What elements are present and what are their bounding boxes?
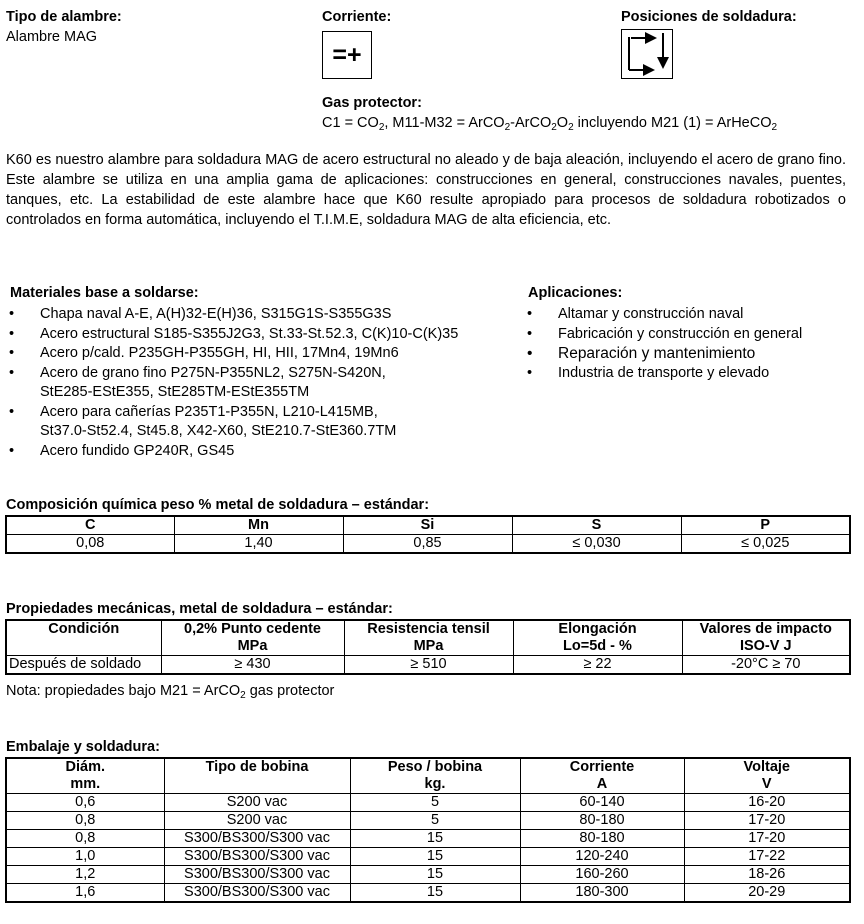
- table-cell: 1,2: [6, 866, 164, 884]
- column-header: [161, 620, 344, 656]
- mechanical-table: [5, 619, 851, 675]
- table-cell: 17-20: [684, 812, 850, 830]
- column-header: P: [681, 516, 850, 535]
- applications-title: Aplicaciones:: [528, 285, 623, 301]
- note-text: Nota: propiedades bajo M21 = ArCO: [6, 683, 241, 699]
- table-cell: 180-300: [520, 884, 684, 903]
- table-cell: 17-20: [684, 830, 850, 848]
- welding-positions-icon: [621, 29, 673, 79]
- table-cell: 60-140: [520, 794, 684, 812]
- chemical-table: [5, 515, 851, 554]
- table-row: [6, 656, 850, 675]
- table-cell: 80-180: [520, 812, 684, 830]
- table-cell: 160-260: [520, 866, 684, 884]
- column-header: Mn: [174, 516, 343, 535]
- header-line: Diám.: [65, 759, 105, 775]
- table-cell: 15: [350, 884, 520, 903]
- list-item-line: St37.0-St52.4, St45.8, X42-X60, StE210.7-StE360.7TM: [40, 423, 397, 439]
- table-row: [6, 884, 850, 903]
- gas-sub: 2: [551, 122, 557, 133]
- table-cell: 0,8: [6, 812, 164, 830]
- table-cell: 0,6: [6, 794, 164, 812]
- column-header: [164, 758, 350, 794]
- table-cell: S300/BS300/S300 vac: [164, 884, 350, 903]
- table-cell: Después de soldado: [6, 656, 161, 675]
- current-symbol: =+: [332, 41, 362, 69]
- table-row: [6, 535, 850, 554]
- header-line: V: [761, 776, 772, 792]
- header-line: 0,2% Punto cedente: [184, 621, 321, 637]
- all-positions-icon: [622, 30, 672, 78]
- table-row: [6, 848, 850, 866]
- mechanical-note: [6, 683, 334, 701]
- table-cell: S300/BS300/S300 vac: [164, 848, 350, 866]
- gas-c1: C1 = CO: [322, 115, 379, 131]
- list-item: • Acero fundido GP240R, GS45: [6, 442, 516, 462]
- table-cell: 0,85: [343, 535, 512, 554]
- chemical-title: Composición química peso % metal de soldadura – estándar:: [6, 497, 430, 513]
- header-line: A: [596, 776, 608, 792]
- table-cell: S200 vac: [164, 812, 350, 830]
- column-header: [6, 758, 164, 794]
- table-cell: 80-180: [520, 830, 684, 848]
- list-item-line: Acero para cañerías P235T1-P355N, L210-L415MB,: [40, 403, 378, 420]
- column-header: [6, 620, 161, 656]
- gas-m: incluyendo M21 (1) = ArHeCO: [573, 115, 772, 131]
- header-line: Lo=5d - %: [563, 638, 632, 654]
- packaging-title: Embalaje y soldadura:: [6, 739, 160, 755]
- table-cell: 5: [350, 794, 520, 812]
- table-cell: 1,40: [174, 535, 343, 554]
- intro-paragraph: K60 es nuestro alambre para soldadura MAG de acero estructural no aleado y de baja aleación, incluyendo el acero de grano fino. Este alambre se utiliza en una amplia gama de aplicaciones: construcciones en general, construcciones navales, puentes, tanques, etc. La estabilidad de este alambre hace que K60 resulte apropiado para procesos de soldadura robotizados o controlados en forma automática, incluyendo el T.I.M.E, soldadura MAG de alta eficiencia, etc.: [6, 152, 846, 228]
- table-cell: 15: [350, 866, 520, 884]
- list-item-line: StE285-EStE355, StE285TM-EStE355TM: [40, 384, 310, 400]
- table-header-row: [6, 620, 850, 656]
- positions-title: Posiciones de soldadura:: [621, 9, 797, 25]
- table-cell: 120-240: [520, 848, 684, 866]
- table-cell: 18-26: [684, 866, 850, 884]
- gas-m: , M11-M32 = ArCO: [384, 115, 505, 131]
- table-cell: ≥ 510: [344, 656, 513, 675]
- current-title: Corriente:: [322, 9, 392, 25]
- header-line: Corriente: [569, 759, 635, 775]
- table-cell: ≤ 0,030: [512, 535, 681, 554]
- table-cell: ≥ 22: [513, 656, 682, 675]
- wire-type-value: Alambre MAG: [6, 29, 98, 45]
- table-cell: S300/BS300/S300 vac: [164, 866, 350, 884]
- table-cell: 15: [350, 830, 520, 848]
- note-text: gas protector: [245, 683, 335, 699]
- table-row: [6, 866, 850, 884]
- table-row: [6, 812, 850, 830]
- header-line: ISO-V J: [739, 638, 792, 654]
- header-line: Voltaje: [743, 759, 790, 775]
- header-line: Resistencia tensil: [367, 621, 490, 637]
- column-header: Si: [343, 516, 512, 535]
- table-header-row: [6, 516, 850, 535]
- column-header: [684, 758, 850, 794]
- gas-sub: 2: [378, 122, 385, 133]
- list-item: • Altamar y construcción naval: [524, 305, 854, 325]
- table-header-row: [6, 758, 850, 794]
- column-header: [520, 758, 684, 794]
- gas-sub: 2: [568, 122, 574, 133]
- gas-m: -ArCO: [510, 115, 552, 131]
- table-cell: 16-20: [684, 794, 850, 812]
- column-header: C: [6, 516, 174, 535]
- table-cell: 1,6: [6, 884, 164, 903]
- materials-title: Materiales base a soldarse:: [10, 285, 199, 301]
- table-cell: 17-22: [684, 848, 850, 866]
- header-line: MPa: [413, 638, 444, 654]
- column-header: [344, 620, 513, 656]
- table-cell: ≤ 0,025: [681, 535, 850, 554]
- gas-m: O: [556, 115, 569, 131]
- applications-list: [524, 305, 854, 383]
- list-item: [6, 403, 516, 442]
- list-item: • Fabricación y construcción en general: [524, 325, 854, 345]
- header-line: Condición: [48, 621, 120, 637]
- gas-sub: 2: [504, 122, 511, 133]
- header-line: MPa: [237, 638, 268, 654]
- header-line: kg.: [424, 776, 446, 792]
- note-sub: 2: [240, 690, 246, 701]
- list-item: • Industria de transporte y elevado: [524, 364, 854, 384]
- table-cell: ≥ 430: [161, 656, 344, 675]
- column-header: [513, 620, 682, 656]
- list-item: • Acero estructural S185-S355J2G3, St.33-St.52.3, C(K)10-C(K)35: [6, 325, 516, 345]
- list-item: • Reparación y mantenimiento: [524, 344, 854, 364]
- materials-list: [6, 305, 516, 461]
- table-cell: -20°C ≥ 70: [682, 656, 850, 675]
- table-cell: 5: [350, 812, 520, 830]
- gas-description: [322, 115, 777, 133]
- header-line: Elongación: [558, 621, 637, 637]
- column-header: [682, 620, 850, 656]
- list-item-line: Acero de grano fino P275N-P355NL2, S275N-S420N,: [40, 364, 386, 381]
- table-cell: 0,08: [6, 535, 174, 554]
- header-line: Tipo de bobina: [205, 759, 309, 775]
- table-cell: 0,8: [6, 830, 164, 848]
- table-cell: 15: [350, 848, 520, 866]
- table-cell: 1,0: [6, 848, 164, 866]
- table-cell: S300/BS300/S300 vac: [164, 830, 350, 848]
- list-item: • Acero p/cald. P235GH-P355GH, HI, HII, 17Mn4, 19Mn6: [6, 344, 516, 364]
- wire-type-title: Tipo de alambre:: [6, 9, 122, 25]
- dc-positive-icon: [322, 31, 372, 79]
- table-row: [6, 830, 850, 848]
- gas-sub: 2: [771, 122, 778, 133]
- list-item: [6, 364, 516, 403]
- table-cell: 20-29: [684, 884, 850, 903]
- header-line: Peso / bobina: [387, 759, 483, 775]
- column-header: S: [512, 516, 681, 535]
- gas-title: Gas protector:: [322, 95, 422, 111]
- packaging-table: [5, 757, 851, 903]
- mechanical-title: Propiedades mecánicas, metal de soldadura – estándar:: [6, 601, 393, 617]
- header-line: mm.: [70, 776, 101, 792]
- column-header: [350, 758, 520, 794]
- table-cell: S200 vac: [164, 794, 350, 812]
- table-row: [6, 794, 850, 812]
- header-line: Valores de impacto: [699, 621, 832, 637]
- list-item: • Chapa naval A-E, A(H)32-E(H)36, S315G1S-S355G3S: [6, 305, 516, 325]
